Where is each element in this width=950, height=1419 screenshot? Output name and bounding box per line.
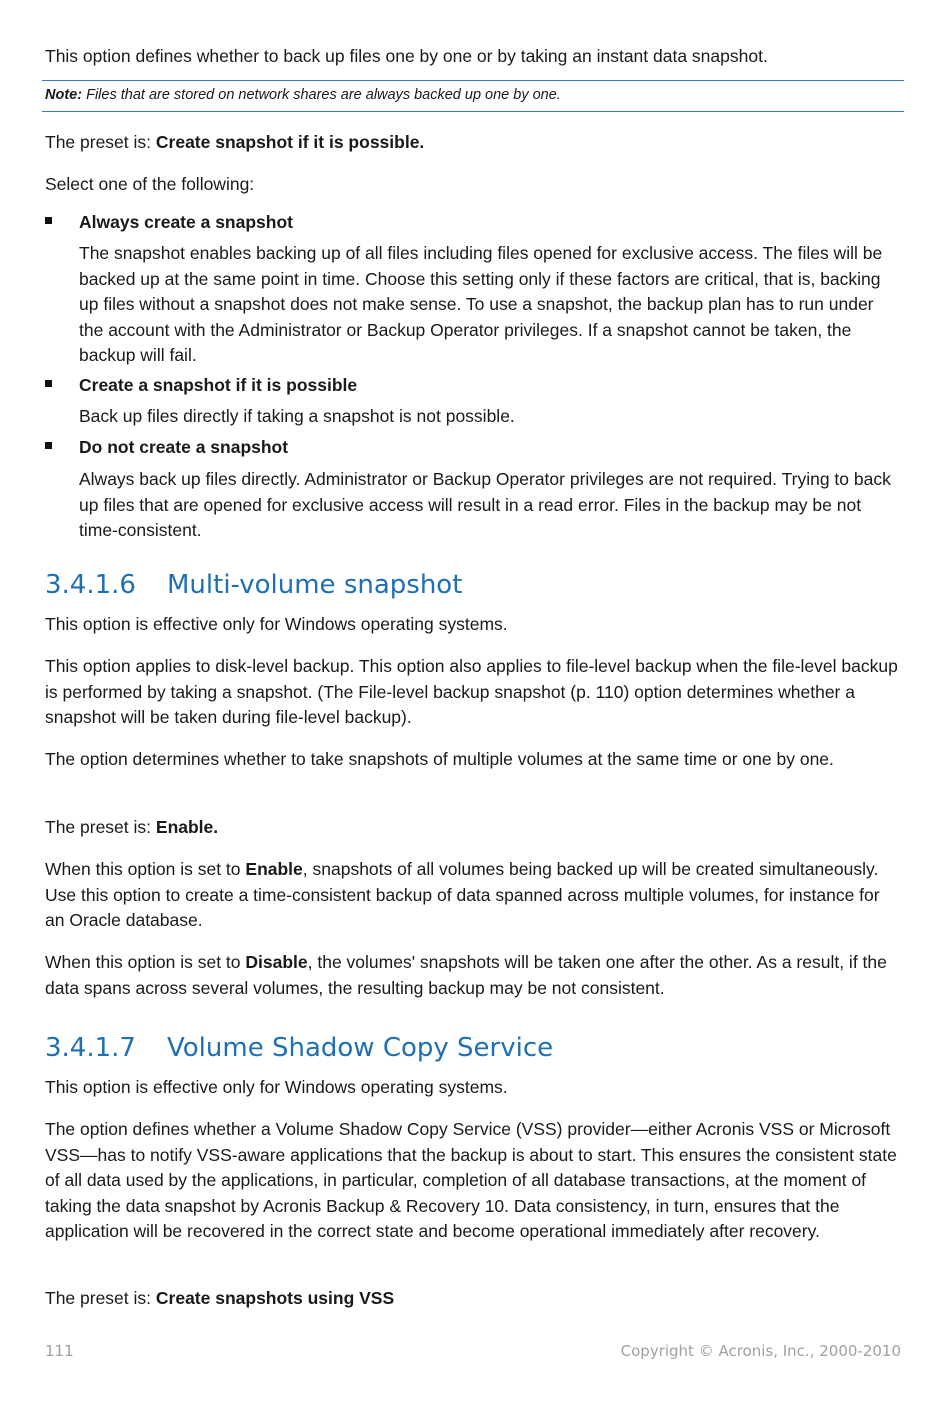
preset-value: Create snapshot if it is possible.: [155, 132, 425, 152]
text-run: , the volumes' snapshots will be taken one after the other. As a result, if the data spans across several volumes, the resulting backup may be not consistent.: [45, 952, 887, 998]
section-number: 3.4.1.7: [45, 1033, 136, 1063]
note-text: [45, 84, 561, 106]
paragraph: This option applies to disk-level backup. This option also applies to file-level backup when the file-level backup is performed by taking a snapshot. (The File-level backup snapshot (p. 110) option determines whether a snapshot will be taken during file-level backup).: [45, 656, 898, 727]
paragraph: The option determines whether to take snapshots of multiple volumes at the same time or one by one.: [45, 749, 834, 769]
option-body-if-possible: Back up files directly if taking a snapshot is not possible.: [79, 406, 515, 426]
preset-paragraph: [45, 815, 903, 841]
paragraph: [45, 857, 903, 934]
preset-label: The preset is:: [45, 817, 156, 837]
text-run-bold: Enable: [245, 859, 303, 879]
option-body-do-not: Always back up files directly. Administrator or Backup Operator privileges are not required. Trying to back up files that are opened for exclusive access will result in a read error. Files in the backup may be not time-consistent.: [79, 469, 891, 540]
bullet-square-icon: [45, 380, 55, 390]
paragraph: The option defines whether a Volume Shadow Copy Service (VSS) provider—either Acronis VSS or Microsoft VSS—has to notify VSS-aware applications that the backup is about to start. This ensures the consistent state of all data used by the applications, in particular, completion of all database transactions, at the moment of taking the data snapshot by Acronis Backup & Recovery 10. Data consistency, in turn, ensures that the application will be recovered in the correct state and become operational immediately after recovery.: [45, 1119, 897, 1241]
intro-paragraph: This option defines whether to back up files one by one or by taking an instant data snapshot.: [45, 46, 768, 66]
section-heading-vss: [45, 1032, 553, 1064]
paragraph: This option is effective only for Windows operating systems.: [45, 614, 508, 634]
bullet-square-icon: [45, 217, 55, 227]
note-body: Files that are stored on network shares are always backed up one by one.: [82, 87, 561, 103]
paragraph: This option is effective only for Windows operating systems.: [45, 1077, 508, 1097]
option-title-do-not: Do not create a snapshot: [79, 437, 289, 457]
text-run-bold: Disable: [245, 952, 308, 972]
option-title-if-possible: Create a snapshot if it is possible: [79, 375, 358, 395]
option-body-always: The snapshot enables backing up of all files including files opened for exclusive access. The files will be backed up at the same point in time. Choose this setting only if these factors are critical, that is, backing up files without a snapshot does not make sense. To use a snapshot, the backup plan has to run under the account with the Administrator or Backup Operator privileges. If a snapshot cannot be taken, the backup will fail.: [79, 243, 883, 365]
select-prompt: Select one of the following:: [45, 174, 255, 194]
text-run: , snapshots of all volumes being backed up will be created simultaneously. Use this option to create a time-consistent backup of data spanned across multiple volumes, for instance for an Oracle database.: [45, 859, 880, 930]
note-box: [42, 80, 904, 112]
preset-paragraph: [45, 1286, 903, 1312]
paragraph: [45, 950, 903, 1001]
preset-value: Enable.: [155, 817, 219, 837]
preset-label: The preset is:: [45, 132, 156, 152]
preset-paragraph: [45, 130, 903, 156]
section-heading-multi-volume: [45, 569, 462, 601]
note-label: Note:: [45, 87, 83, 103]
bullet-square-icon: [45, 442, 55, 452]
text-run: When this option is set to: [45, 859, 246, 879]
section-title: Multi-volume snapshot: [167, 570, 463, 600]
preset-value: Create snapshots using VSS: [155, 1288, 395, 1308]
section-title: Volume Shadow Copy Service: [167, 1033, 554, 1063]
option-title-always: Always create a snapshot: [79, 212, 293, 232]
section-number: 3.4.1.6: [45, 570, 136, 600]
copyright-notice: Copyright © Acronis, Inc., 2000-2010: [620, 1342, 901, 1360]
page-number: 111: [45, 1342, 74, 1360]
text-run: When this option is set to: [45, 952, 246, 972]
preset-label: The preset is:: [45, 1288, 156, 1308]
